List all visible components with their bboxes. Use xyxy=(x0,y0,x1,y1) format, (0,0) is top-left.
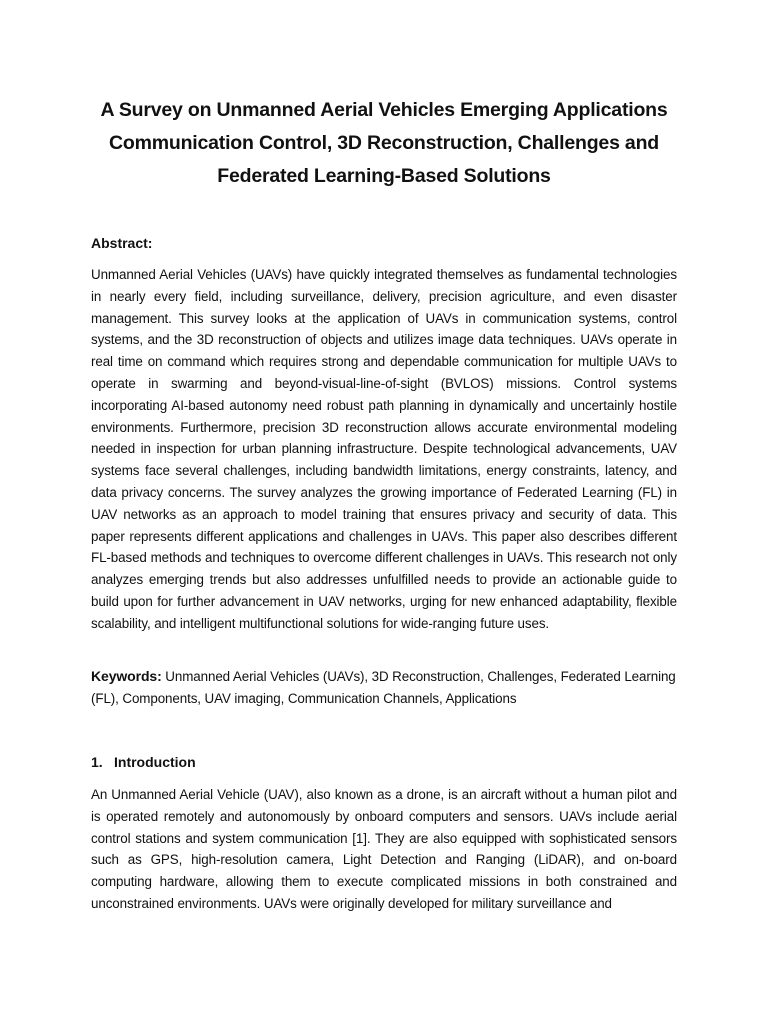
paper-title: A Survey on Unmanned Aerial Vehicles Emerging Applications Communication Control, 3D Reconstruction, Challenges and Federated Learning-Based Solutions xyxy=(100,99,668,187)
section-number: 1. xyxy=(91,754,103,770)
keywords-label: Keywords: xyxy=(91,668,162,684)
keywords-paragraph xyxy=(91,666,677,710)
keywords-text: Unmanned Aerial Vehicles (UAVs), 3D Reconstruction, Challenges, Federated Learning (FL), Components, UAV imaging, Communication Channels, Applications xyxy=(91,669,676,706)
abstract-body: Unmanned Aerial Vehicles (UAVs) have quickly integrated themselves as fundamental technologies in nearly every field, including surveillance, delivery, precision agriculture, and even disaster management. This survey looks at the application of UAVs in communication systems, control systems, and the 3D reconstruction of objects and utilizes image data techniques. UAVs operate in real time on command which requires strong and dependable communication for multiple UAVs to operate in swarming and beyond-visual-line-of-sight (BVLOS) missions. Control systems incorporating AI-based autonomy need robust path planning in dynamically and uncertainly hostile environments. Furthermore, precision 3D reconstruction allows accurate environmental modeling needed in inspection for urban planning infrastructure. Despite technological advancements, UAV systems face several challenges, including bandwidth limitations, energy constraints, latency, and data privacy concerns. The survey analyzes the growing importance of Federated Learning (FL) in UAV networks as an approach to model training that ensures privacy and security of data. This paper represents different applications and challenges in UAVs. This paper also describes different FL-based methods and techniques to overcome different challenges in UAVs. This research not only analyzes emerging trends but also addresses unfulfilled needs to provide an actionable guide to build upon for further advancement in UAV networks, urging for new enhanced adaptability, flexible scalability, and intelligent multifunctional solutions for wide-ranging future uses. xyxy=(91,267,677,631)
introduction-body: An Unmanned Aerial Vehicle (UAV), also known as a drone, is an aircraft without a human pilot and is operated remotely and autonomously by onboard computers and sensors. UAVs include aerial control stations and system communication [1]. They are also equipped with sophisticated sensors such as GPS, high-resolution camera, Light Detection and Ranging (LiDAR), and on-board computing hardware, allowing them to execute complicated missions in both constrained and unconstrained environments. UAVs were originally developed for military surveillance and xyxy=(91,787,677,911)
abstract-heading: Abstract: xyxy=(91,235,153,251)
section-heading-introduction xyxy=(91,751,196,773)
section-title: Introduction xyxy=(114,754,196,770)
